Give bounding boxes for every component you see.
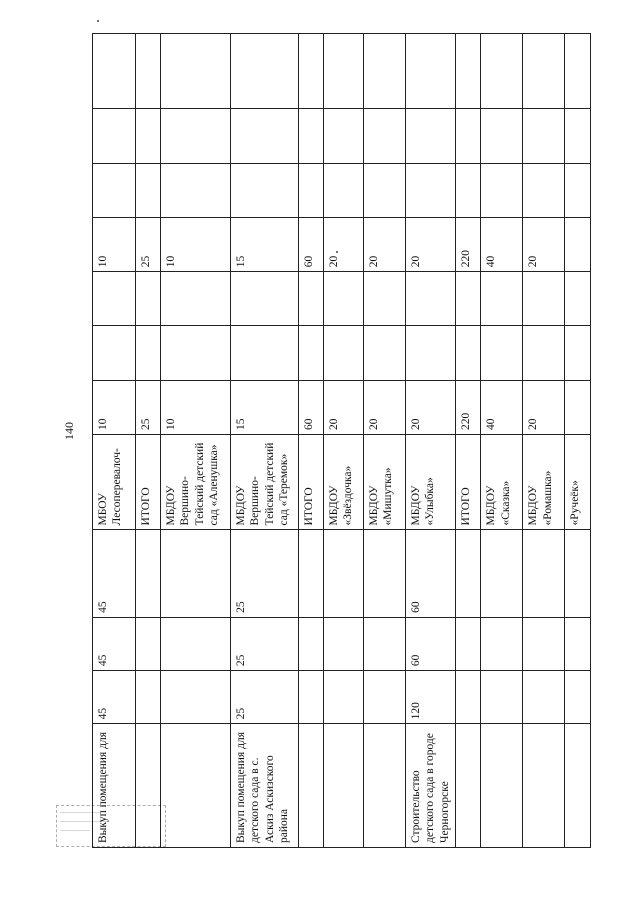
table-cell	[565, 326, 591, 380]
table-cell	[324, 671, 364, 724]
table-cell: 25	[231, 530, 299, 617]
table-row	[93, 34, 136, 848]
table-cell: МБДОУ «Улыбка»	[406, 435, 456, 530]
table-cell: 15	[231, 217, 299, 271]
table-cell	[565, 109, 591, 163]
table-cell	[364, 671, 406, 724]
table-cell: 10	[93, 217, 136, 271]
table-cell: 120	[406, 671, 456, 724]
table-row	[364, 34, 406, 848]
table-cell	[136, 163, 161, 217]
table-cell	[324, 724, 364, 848]
table-cell: МБДОУ Вершино-Тейский детский сад «Аленушка»	[161, 435, 231, 530]
table-cell	[93, 109, 136, 163]
table-cell	[93, 163, 136, 217]
table-cell	[299, 272, 324, 326]
speck	[97, 20, 99, 22]
table-cell	[231, 163, 299, 217]
table-cell	[364, 617, 406, 670]
table-cell	[565, 530, 591, 617]
table-cell	[565, 34, 591, 109]
table-cell	[481, 671, 523, 724]
table-cell: МБДОУ «Мишутка»	[364, 435, 406, 530]
table-cell	[324, 272, 364, 326]
table-cell	[565, 272, 591, 326]
table-cell	[456, 724, 481, 848]
table-cell	[523, 617, 565, 670]
table-cell	[161, 326, 231, 380]
table-cell	[364, 163, 406, 217]
table-cell	[481, 163, 523, 217]
table-cell	[406, 163, 456, 217]
table-cell: 10	[161, 217, 231, 271]
table-cell	[299, 617, 324, 670]
table-cell: МБДОУ Вершино-Тейский детский сад «Теремок»	[231, 435, 299, 530]
table-cell	[324, 34, 364, 109]
table-cell: 20	[406, 380, 456, 434]
table-cell: 45	[93, 617, 136, 670]
table-cell: МБДОУ «Сказка»	[481, 435, 523, 530]
table-cell	[161, 530, 231, 617]
table-cell: 40	[481, 380, 523, 434]
table-cell: 20	[364, 217, 406, 271]
table-cell	[565, 724, 591, 848]
table-cell	[299, 671, 324, 724]
table-cell	[364, 530, 406, 617]
table-cell	[406, 34, 456, 109]
table-cell: Выкуп помещения для	[93, 724, 136, 848]
table-cell	[324, 326, 364, 380]
table-cell: 45	[93, 671, 136, 724]
table-cell	[481, 724, 523, 848]
table-cell	[324, 617, 364, 670]
table-cell	[456, 163, 481, 217]
table-cell: 40	[481, 217, 523, 271]
table-cell: ИТОГО	[456, 435, 481, 530]
table-cell	[565, 217, 591, 271]
table-cell	[481, 109, 523, 163]
table-row	[161, 34, 231, 848]
table-cell	[406, 326, 456, 380]
table-cell	[364, 272, 406, 326]
table-cell	[136, 326, 161, 380]
table-cell	[161, 671, 231, 724]
table-cell	[481, 34, 523, 109]
table-cell	[299, 34, 324, 109]
table-cell: 60	[299, 380, 324, 434]
table-cell	[364, 109, 406, 163]
table-cell	[299, 109, 324, 163]
table-cell: 220	[456, 217, 481, 271]
table-cell	[364, 34, 406, 109]
table-cell: 60	[299, 217, 324, 271]
rotated-page	[92, 33, 580, 848]
table-cell	[136, 34, 161, 109]
table-cell	[324, 109, 364, 163]
table-cell	[299, 163, 324, 217]
table-cell	[481, 272, 523, 326]
table-cell	[161, 163, 231, 217]
table-cell: МБДОУ «Звёздочка»	[324, 435, 364, 530]
table-cell	[456, 109, 481, 163]
data-table	[92, 33, 591, 848]
table-cell	[456, 617, 481, 670]
table-cell	[161, 109, 231, 163]
table-cell	[136, 671, 161, 724]
table-cell: 10	[93, 380, 136, 434]
table-cell: 60	[406, 617, 456, 670]
table-cell: 20	[324, 380, 364, 434]
table-cell	[136, 530, 161, 617]
table-cell: 25	[136, 380, 161, 434]
table-cell	[456, 326, 481, 380]
table-cell	[565, 617, 591, 670]
table-cell: «Ручеёк»	[565, 435, 591, 530]
table-cell	[565, 380, 591, 434]
table-cell	[161, 272, 231, 326]
table-cell	[456, 272, 481, 326]
table-row	[231, 34, 299, 848]
table-cell	[136, 617, 161, 670]
table-cell: Выкуп помещения для детского сада в с. Аскиз Аскизского района	[231, 724, 299, 848]
table-cell: 15	[231, 380, 299, 434]
table-cell	[406, 109, 456, 163]
table-cell: 20	[406, 217, 456, 271]
table-cell: МБОУ Лесоперевалоч-	[93, 435, 136, 530]
table-cell	[565, 671, 591, 724]
table-cell	[231, 272, 299, 326]
table-cell	[481, 326, 523, 380]
table-cell	[299, 530, 324, 617]
table-row	[406, 34, 456, 848]
table-cell: ИТОГО	[136, 435, 161, 530]
table-cell: 10	[161, 380, 231, 434]
table-row	[456, 34, 481, 848]
table-cell: 20	[523, 380, 565, 434]
table-cell	[364, 724, 406, 848]
table-cell: 220	[456, 380, 481, 434]
table-cell	[456, 34, 481, 109]
table-cell	[565, 163, 591, 217]
archive-stamp: ──────── ────────── ──────	[56, 805, 166, 847]
table-cell: 45	[93, 530, 136, 617]
table-cell	[523, 109, 565, 163]
table-cell	[481, 617, 523, 670]
table-cell	[364, 326, 406, 380]
table-cell	[136, 272, 161, 326]
table-row	[299, 34, 324, 848]
table-cell	[324, 163, 364, 217]
table-cell	[523, 163, 565, 217]
table-cell	[231, 326, 299, 380]
table-cell	[136, 109, 161, 163]
table-cell	[93, 326, 136, 380]
table-cell: Строительство детского сада в городе Черногорске	[406, 724, 456, 848]
table-cell	[299, 724, 324, 848]
table-cell: МБДОУ «Ромашка»	[523, 435, 565, 530]
table-cell: 25	[136, 217, 161, 271]
table-cell	[456, 671, 481, 724]
table-cell	[523, 34, 565, 109]
table-cell	[299, 326, 324, 380]
table-row	[565, 34, 591, 848]
table-cell	[161, 617, 231, 670]
table-cell	[161, 34, 231, 109]
table-cell	[93, 272, 136, 326]
table-cell	[523, 671, 565, 724]
table-cell	[161, 724, 231, 848]
table-cell	[523, 530, 565, 617]
table-cell	[406, 272, 456, 326]
table-cell	[93, 34, 136, 109]
table-cell: ИТОГО	[299, 435, 324, 530]
table-cell: 25	[231, 617, 299, 670]
table-row	[324, 34, 364, 848]
table-cell: 60	[406, 530, 456, 617]
table-row	[481, 34, 523, 848]
table-cell	[481, 530, 523, 617]
table-cell	[136, 724, 161, 848]
table-cell	[523, 272, 565, 326]
table-row	[523, 34, 565, 848]
table-cell	[231, 109, 299, 163]
table-cell: 20	[523, 217, 565, 271]
table-cell: 20	[324, 217, 364, 271]
table-cell	[456, 530, 481, 617]
table-cell	[523, 326, 565, 380]
table-cell: 20	[364, 380, 406, 434]
table-cell	[523, 724, 565, 848]
table-cell: 25	[231, 671, 299, 724]
table-row	[136, 34, 161, 848]
page-number: 140	[62, 422, 76, 440]
table-cell	[324, 530, 364, 617]
table-cell	[231, 34, 299, 109]
